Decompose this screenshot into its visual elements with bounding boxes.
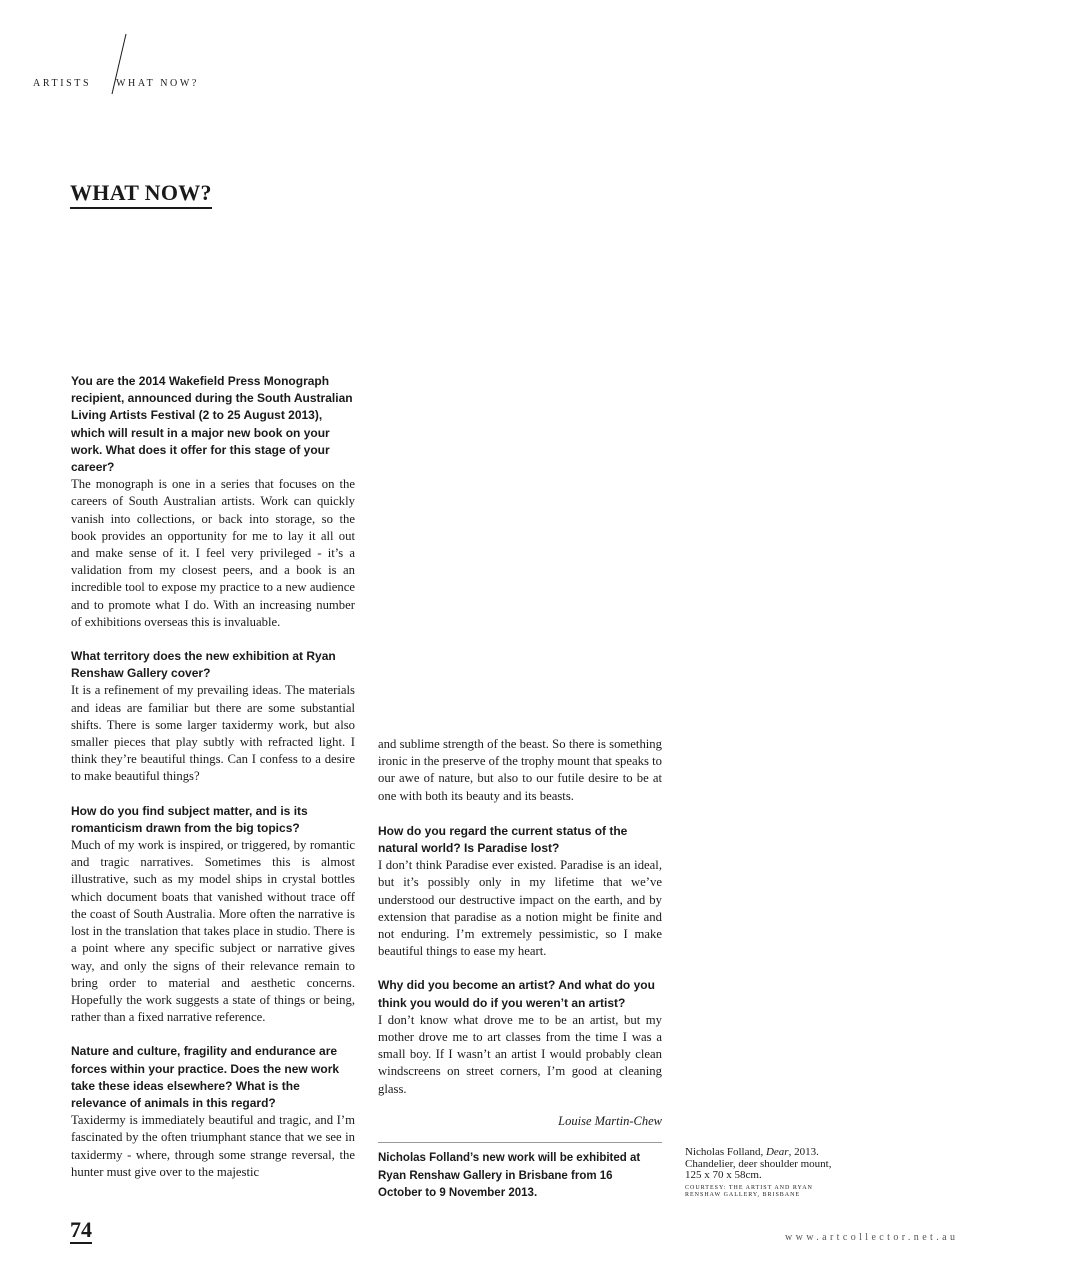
interview-answer-continued: and sublime strength of the beast. So there is something ironic in the preserve of the trophy mount that speaks to our awe of nature, but also to our futile desire to be at one with both its beauty and its beasts.	[378, 737, 662, 803]
caption-lead: Nicholas Folland,	[685, 1146, 766, 1158]
interview-answer: The monograph is one in a series that focuses on the careers of South Australian artists. Work can quickly vanish into collections, or back into storage, so the book provides an opportunity for me to lay it all out and make sense of it. I feel very privileged - it’s a validation from my closest peers, and a book is an incredible tool to expose my practice to a new audience and to promote what I do. With an increasing number of exhibitions overseas this is invaluable.	[71, 477, 355, 629]
interview-question: Nature and culture, fragility and endurance are forces within your practice. Does the new work take these ideas elsewhere? What is the relevance of animals in this regard?	[71, 1044, 340, 1110]
exhibition-note: Nicholas Folland’s new work will be exhibited at Ryan Renshaw Gallery in Brisbane from 16 October to 9 November 2013.	[378, 1152, 641, 1199]
interview-question: You are the 2014 Wakefield Press Monograph recipient, announced during the South Australian Living Artists Festival (2 to 25 August 2013), which will result in a major new book on your work. What does it offer for this stage of your career?	[71, 374, 353, 475]
caption-details: , 2013. Chandelier, deer shoulder mount, 125 x 70 x 58cm.	[685, 1146, 832, 1181]
interview-question: How do you regard the current status of the natural world? Is Paradise lost?	[378, 823, 628, 856]
section-title: WHAT NOW?	[70, 180, 212, 209]
article-column-right	[378, 736, 662, 1115]
site-url: www.artcollector.net.au	[785, 1232, 959, 1243]
breadcrumb-page: WHAT NOW?	[116, 78, 199, 89]
interview-question: What territory does the new exhibition at Ryan Renshaw Gallery cover?	[71, 649, 336, 681]
article-column-left	[71, 373, 355, 1198]
caption-credit: COURTESY: THE ARTIST AND RYAN RENSHAW GALLERY, BRISBANE	[685, 1184, 813, 1198]
divider-rule	[378, 1142, 662, 1143]
artist-first-name	[378, 200, 458, 710]
interview-answer: Taxidermy is immediately beautiful and tragic, and I’m fascinated by the often triumphant stance that we see in taxidermy - where, through some strange reversal, the hunter must give over to the majestic	[71, 1113, 355, 1179]
page-number: 74	[70, 1217, 92, 1242]
interview-answer: Much of my work is inspired, or triggered, by romantic and tragic narratives. Sometimes this is almost illustrative, such as my model ships in crystal bottles which document boats that vanished without trace off the coast of South Australia. More often the narrative is lost in the translation that takes place in studio. There is a point where any specific subject or narrative gives way, and only the signs of their relevance remain to bring order to material and aesthetic concerns. Hopefully the work suggests a state of things or being, rather than a fixed narrative reference.	[71, 838, 355, 1025]
interview-question: Why did you become an artist? And what do you think you would do if you weren’t an artist?	[378, 978, 655, 1010]
image-caption	[685, 1147, 845, 1199]
artist-last-name	[458, 240, 540, 705]
interview-answer: I don’t know what drove me to be an artist, but my mother drove me to art classes from the time I was a small boy. If I wasn’t an artist I would probably clean windscreens on street corners, I’m good at cleaning glass.	[378, 1012, 662, 1096]
interview-answer: It is a refinement of my prevailing ideas. The materials and ideas are familiar but there are some substantial shifts. There is some larger taxidermy work, but also smaller pieces that play subtly with refracted light. I think they’re beautiful things. Can I confess to a desire to make beautiful things?	[71, 683, 355, 784]
interview-answer: I don’t think Paradise ever existed. Paradise is an ideal, but it’s possibly only in my lifetime that we’ve understood our destructive impact on the earth, and by extension that paradise as a notion might be finite and not enduring. I’m extremely pessimistic, so I make beautiful things to ease my heart.	[378, 858, 662, 959]
breadcrumb-section: ARTISTS	[33, 78, 92, 89]
caption-work-title: Dear	[765, 1146, 789, 1158]
author-byline: Louise Martin-Chew	[558, 1114, 662, 1128]
interview-question: How do you find subject matter, and is its romanticism drawn from the big topics?	[71, 803, 308, 835]
